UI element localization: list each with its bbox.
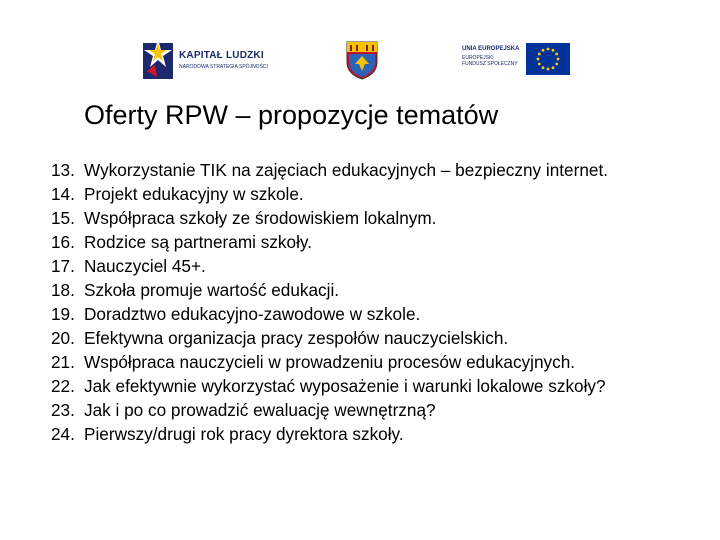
list-item <box>51 230 711 254</box>
topic-text: Współpraca nauczycieli w prowadzeniu procesów edukacyjnych. <box>84 352 576 372</box>
topic-text: Współpraca szkoły ze środowiskiem lokalnym. <box>84 208 437 228</box>
list-item <box>51 158 711 182</box>
topic-number: 13. <box>51 160 75 180</box>
eu-logo-line1: UNIA EUROPEJSKA <box>462 46 520 52</box>
eu-logo-line2: EUROPEJSKI FUNDUSZ SPOŁECZNY <box>462 55 518 67</box>
topic-number: 17. <box>51 256 75 276</box>
topic-number: 14. <box>51 184 75 204</box>
topic-text: Jak i po co prowadzić ewaluację wewnętrzną? <box>84 400 436 420</box>
topic-text: Doradztwo edukacyjno-zawodowe w szkole. <box>84 304 421 324</box>
coat-of-arms-icon <box>345 40 379 80</box>
list-item <box>51 182 711 206</box>
page-title: Oferty RPW – propozycje tematów <box>84 100 499 130</box>
list-item <box>51 206 711 230</box>
list-item <box>51 302 711 326</box>
list-item <box>51 422 711 446</box>
topic-text: Efektywna organizacja pracy zespołów nauczycielskich. <box>84 328 509 348</box>
list-item <box>51 254 711 278</box>
topic-number: 21. <box>51 352 75 372</box>
topic-number: 23. <box>51 400 75 420</box>
topic-text: Projekt edukacyjny w szkole. <box>84 184 304 204</box>
topic-number: 15. <box>51 208 75 228</box>
list-item <box>51 398 711 422</box>
topic-number: 22. <box>51 376 75 396</box>
topic-text: Pierwszy/drugi rok pracy dyrektora szkoły. <box>84 424 404 444</box>
list-item <box>51 326 711 350</box>
topic-text: Wykorzystanie TIK na zajęciach edukacyjnych – bezpieczny internet. <box>84 160 609 180</box>
topic-text: Szkoła promuje wartość edukacji. <box>84 280 340 300</box>
eu-logo <box>462 43 572 75</box>
list-item <box>51 374 711 398</box>
logo-bar <box>0 0 720 90</box>
list-item <box>51 350 711 374</box>
topic-text: Nauczyciel 45+. <box>84 256 206 276</box>
list-item <box>51 278 711 302</box>
kapital-ludzki-star-icon <box>143 37 177 81</box>
topic-number: 18. <box>51 280 75 300</box>
topic-number: 20. <box>51 328 75 348</box>
kapital-ludzki-title: KAPITAŁ LUDZKI <box>179 50 264 61</box>
topic-number: 24. <box>51 424 75 444</box>
topic-number: 16. <box>51 232 75 252</box>
kapital-ludzki-subtitle: NARODOWA STRATEGIA SPÓJNOŚCI <box>179 64 268 70</box>
eu-flag-icon <box>526 43 570 75</box>
topic-number: 19. <box>51 304 75 324</box>
topic-text: Jak efektywnie wykorzystać wyposażenie i warunki lokalowe szkoły? <box>84 376 606 396</box>
topic-text: Rodzice są partnerami szkoły. <box>84 232 312 252</box>
kapital-ludzki-logo <box>143 37 283 81</box>
topic-list <box>51 158 711 446</box>
